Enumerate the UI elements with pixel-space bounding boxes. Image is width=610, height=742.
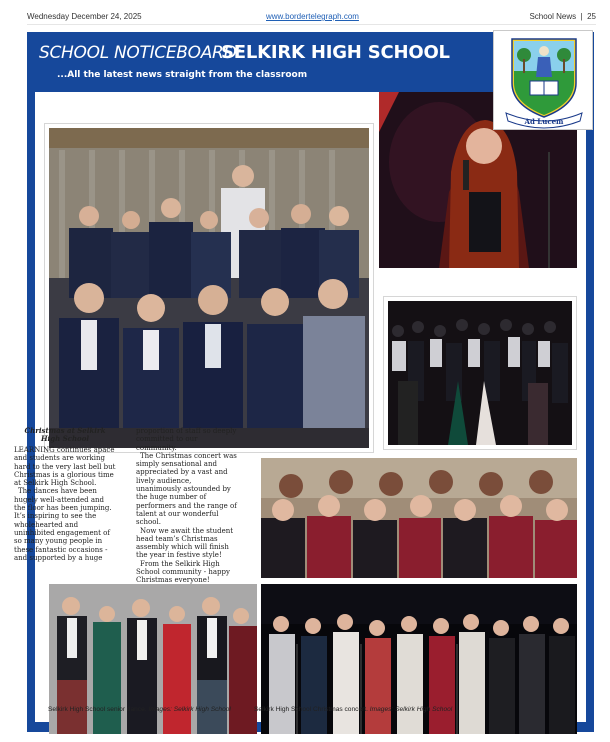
issue-date: Wednesday December 24, 2025 [27, 12, 142, 21]
caption-text: Selkirk High School Christmas concert. [254, 706, 370, 713]
page-number: 25 [587, 12, 596, 21]
caption-credit: Images: Selkirk High School [148, 706, 231, 713]
article-column-2 [136, 427, 238, 585]
article-paragraph: The Christmas concert was simply sensational and appreciated by a vast and lively audience, unanimously astounded by the huge number of performers and the range of talent at our wonderful school. [136, 451, 237, 527]
photo-dance-floor [384, 297, 576, 449]
noticeboard-panel [27, 32, 594, 732]
article-paragraph: The dances have been hugely well-attended and the floor has been jumping. It’s inspiring to see the wholehearted and uninhibited engagement of so many young people in these fantastic occasions - and supported by a huge [14, 487, 112, 562]
article-paragraph: proportion of staff so deeply committed to our community. [136, 427, 237, 452]
crest-emblem [494, 31, 594, 131]
website-link[interactable]: www.bordertelegraph.com [266, 12, 359, 21]
caption-text: Selkirk High School senior dance. [48, 706, 149, 713]
noticeboard-content [35, 92, 586, 722]
page-header [0, 0, 610, 26]
article-paragraph: LEARNING continues apace and students are working hard to the very last bell but Christmas is a glorious time at Selkirk High School. [14, 446, 116, 488]
article-column-1 [14, 427, 116, 562]
section-name: School News [529, 12, 577, 21]
caption-senior-dance [48, 706, 231, 713]
banner-subtitle: ...All the latest news straight from the classroom [57, 70, 308, 80]
article-heading: Christmas at Selkirk High School [24, 426, 106, 443]
photo-boys-group [45, 124, 373, 452]
section-page-label: School News | 25 [529, 12, 596, 21]
article-paragraph: From the Selkirk High School community - happy Christmas everyone! [136, 559, 230, 585]
school-name-title: SELKIRK HIGH SCHOOL [221, 42, 450, 63]
photo-girls-group [261, 458, 577, 578]
caption-christmas-concert [254, 706, 452, 713]
article-paragraph: Now we await the student head team’s Christmas assembly which will finish the year in festive style! [136, 526, 234, 560]
caption-credit: Images: Selkirk High School [369, 706, 453, 713]
crest-motto: Ad Lucem [524, 117, 564, 126]
noticeboard-label: SCHOOL NOTICEBOARD: [39, 43, 242, 63]
header-divider [27, 24, 596, 25]
school-crest [493, 30, 593, 130]
